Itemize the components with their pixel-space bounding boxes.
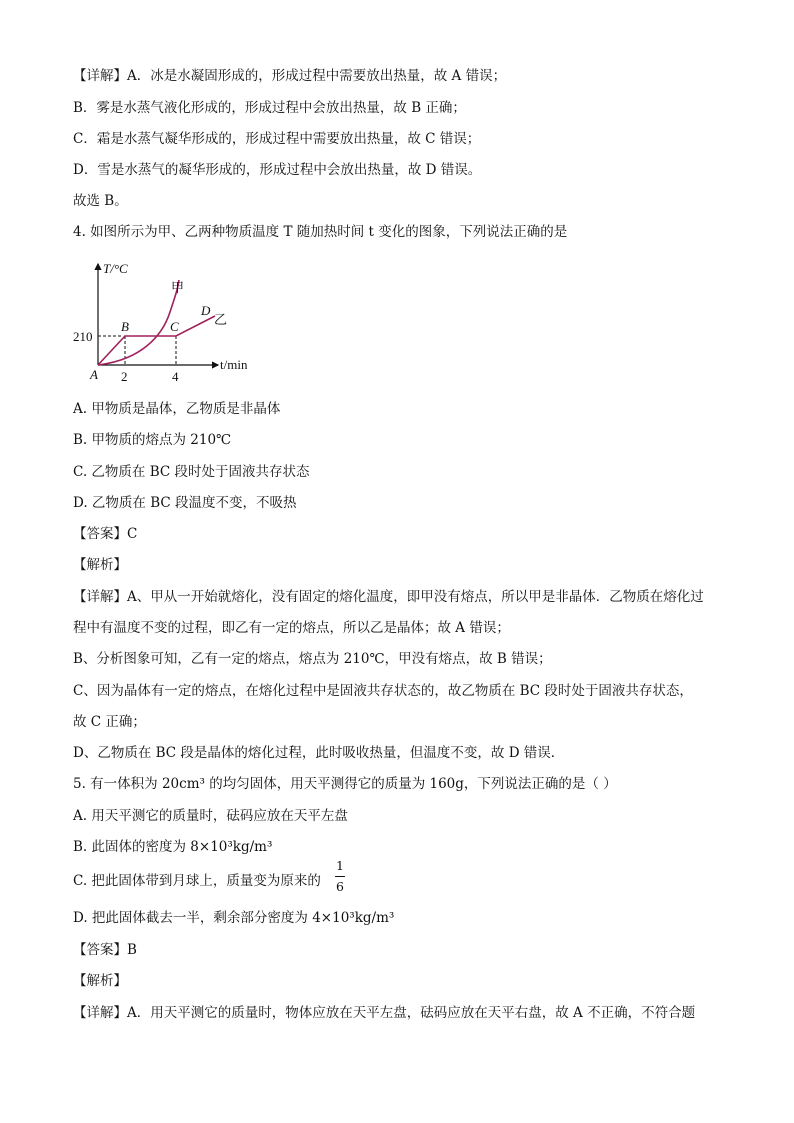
curve-yi-label: 乙: [214, 312, 228, 327]
x-tick-2: 2: [121, 369, 128, 384]
x-axis-label: t/min: [220, 357, 248, 372]
option-5b: B. 此固体的密度为 8×10³kg/m³: [73, 839, 273, 855]
option-5a: A. 用天平测它的质量时，砝码应放在天平左盘: [73, 808, 348, 824]
analysis-5-heading: 【解析】: [73, 973, 127, 989]
y-axis-label: T/°C: [103, 261, 128, 276]
analysis-4-line-3: B、分析图象可知，乙有一定的熔点，熔点为 210℃，甲没有熔点，故 B 错误；: [73, 651, 552, 667]
option-4c: C. 乙物质在 BC 段时处于固液共存状态: [73, 464, 310, 480]
analysis-4-line-1: 【详解】A、甲从一开始就熔化，没有固定的熔化温度，即甲没有熔点，所以甲是非晶体．乙物质在熔化过: [73, 589, 704, 605]
text-line-5: 故选 B。: [73, 193, 128, 209]
y-tick-210: 210: [73, 329, 93, 344]
answer-5: 【答案】B: [73, 942, 137, 958]
text-line-2: B．雾是水蒸气液化形成的，形成过程中会放出热量，故 B 正确；: [73, 100, 466, 116]
analysis-4-line-5: 故 C 正确；: [73, 714, 146, 730]
option-5d: D. 把此固体截去一半，剩余部分密度为 4×10³kg/m³: [73, 910, 395, 926]
point-a-label: A: [90, 367, 98, 382]
option-4b: B. 甲物质的熔点为 210℃: [73, 432, 232, 448]
text-line-3: C．霜是水蒸气凝华形成的，形成过程中需要放出热量，故 C 错误；: [73, 131, 481, 147]
text-line-4: D．雪是水蒸气的凝华形成的，形成过程中会放出热量，故 D 错误。: [73, 162, 482, 178]
point-b-label: B: [121, 319, 129, 334]
question-5-stem: 5. 有一体积为 20cm³ 的均匀固体，用天平测得它的质量为 160g，下列说法正确的是（ ）: [73, 776, 617, 792]
fraction-bar: [335, 876, 345, 877]
fraction-denominator: 6: [336, 879, 344, 894]
text-line-1: 【详解】A．冰是水凝固形成的，形成过程中需要放出热量，故 A 错误；: [73, 68, 507, 84]
analysis-4-line-2: 程中有温度不变的过程，即乙有一定的熔点，所以乙是晶体；故 A 错误；: [73, 620, 510, 636]
fraction-numerator: 1: [336, 858, 344, 873]
point-d-label: D: [201, 303, 211, 318]
temperature-time-graph: [70, 252, 248, 387]
analysis-5-line-1: 【详解】A．用天平测它的质量时，物体应放在天平左盘，砝码应放在天平右盘，故 A 不正确，不符合题: [73, 1005, 696, 1021]
option-5c: C. 把此固体带到月球上，质量变为原来的: [73, 873, 321, 889]
curve-jia-label: 甲: [171, 280, 185, 295]
analysis-4-line-4: C、因为晶体有一定的熔点，在熔化过程中是固液共存状态的，故乙物质在 BC 段时处于固液共存状态，: [73, 683, 693, 699]
curve-yi: [98, 316, 215, 365]
question-4-stem: 4. 如图所示为甲、乙两种物质温度 T 随加热时间 t 变化的图象，下列说法正确的是: [73, 224, 568, 240]
analysis-4-line-6: D、乙物质在 BC 段是晶体的熔化过程，此时吸收热量，但温度不变，故 D 错误．: [73, 745, 565, 761]
option-4d: D. 乙物质在 BC 段温度不变，不吸热: [73, 495, 297, 511]
answer-4: 【答案】C: [73, 526, 138, 542]
x-tick-4: 4: [172, 369, 179, 384]
point-c-label: C: [170, 319, 179, 334]
analysis-4-heading: 【解析】: [73, 557, 127, 573]
option-4a: A. 甲物质是晶体，乙物质是非晶体: [73, 401, 281, 417]
